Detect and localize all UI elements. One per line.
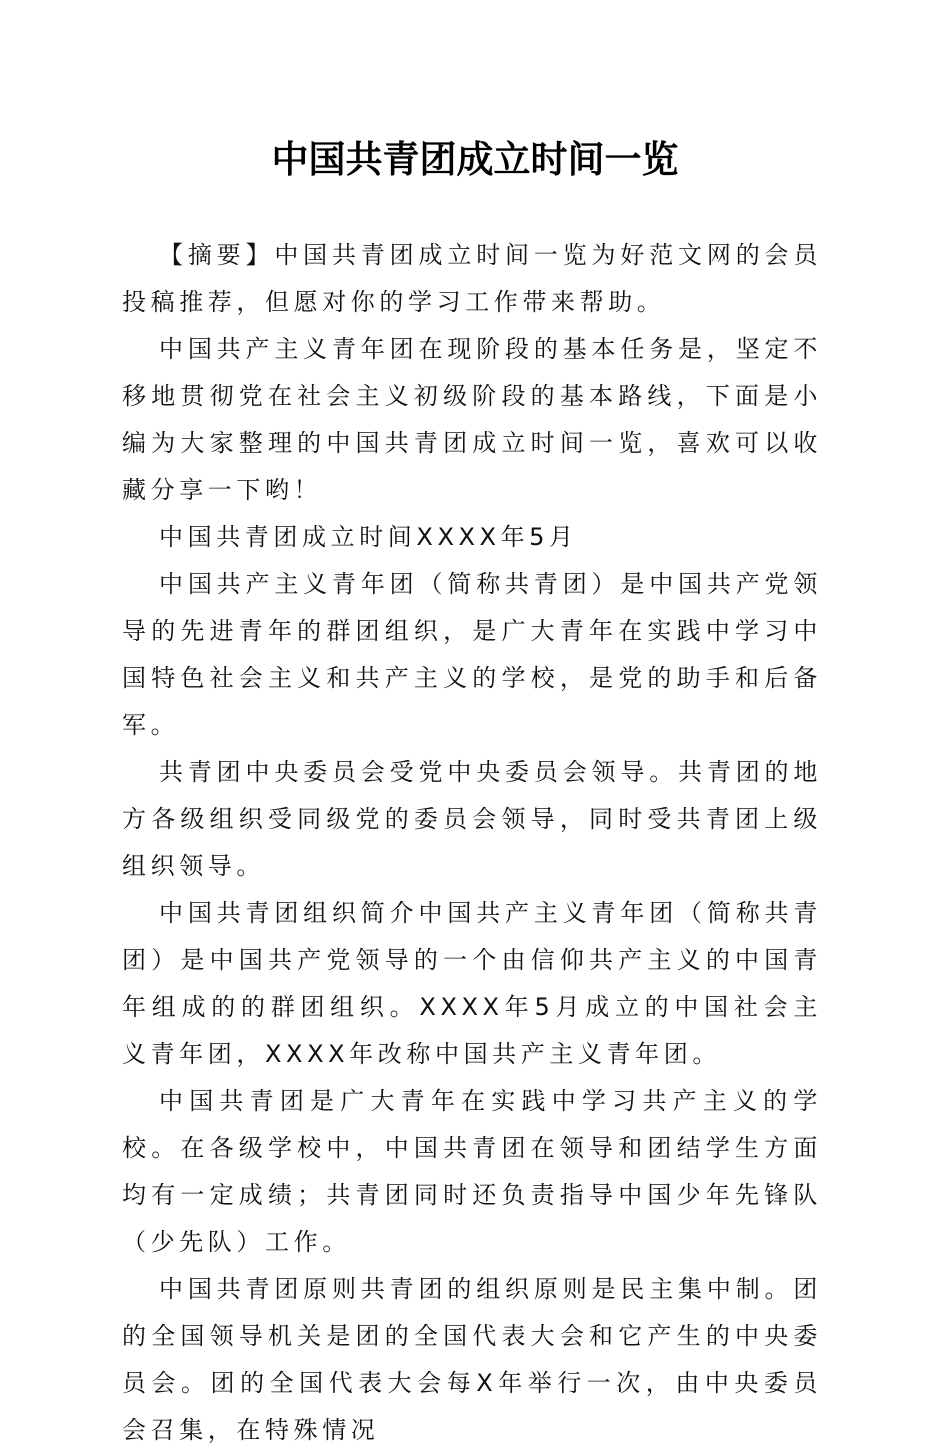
paragraph-abstract: 【摘要】中国共青团成立时间一览为好范文网的会员投稿推荐，但愿对你的学习工作带来帮助。 bbox=[122, 241, 822, 316]
document-title: 中国共青团成立时间一览 bbox=[271, 137, 679, 181]
paragraph-leadership: 共青团中央委员会受党中央委员会领导。共青团的地方各级组织受同级党的委员会领导，同时受共青团上级组织领导。 bbox=[122, 758, 822, 880]
paragraph-founding-date: 中国共青团成立时间XXXX年5月 bbox=[159, 523, 578, 551]
paragraph-principles: 中国共青团原则共青团的组织原则是民主集中制。团的全国领导机关是团的全国代表大会和它产生的中央委员会。团的全国代表大会每X年举行一次，由中央委员会召集，在特殊情况 bbox=[122, 1275, 822, 1444]
paragraph-definition: 中国共产主义青年团（简称共青团）是中国共产党领导的先进青年的群团组织，是广大青年在实践中学习中国特色社会主义和共产主义的学校，是党的助手和后备军。 bbox=[122, 570, 822, 739]
paragraph-intro: 中国共产主义青年团在现阶段的基本任务是，坚定不移地贯彻党在社会主义初级阶段的基本路线，下面是小编为大家整理的中国共青团成立时间一览，喜欢可以收藏分享一下哟！ bbox=[122, 335, 822, 504]
paragraph-organization-intro: 中国共青团组织简介中国共产主义青年团（简称共青团）是中国共产党领导的一个由信仰共产主义的中国青年组成的的群团组织。XXXX年5月成立的中国社会主义青年团，XXXX年改称中国共产主义青年团。 bbox=[122, 899, 822, 1068]
document-body bbox=[122, 232, 822, 1454]
paragraph-school-role: 中国共青团是广大青年在实践中学习共产主义的学校。在各级学校中，中国共青团在领导和团结学生方面均有一定成绩；共青团同时还负责指导中国少年先锋队（少先队）工作。 bbox=[122, 1087, 822, 1256]
